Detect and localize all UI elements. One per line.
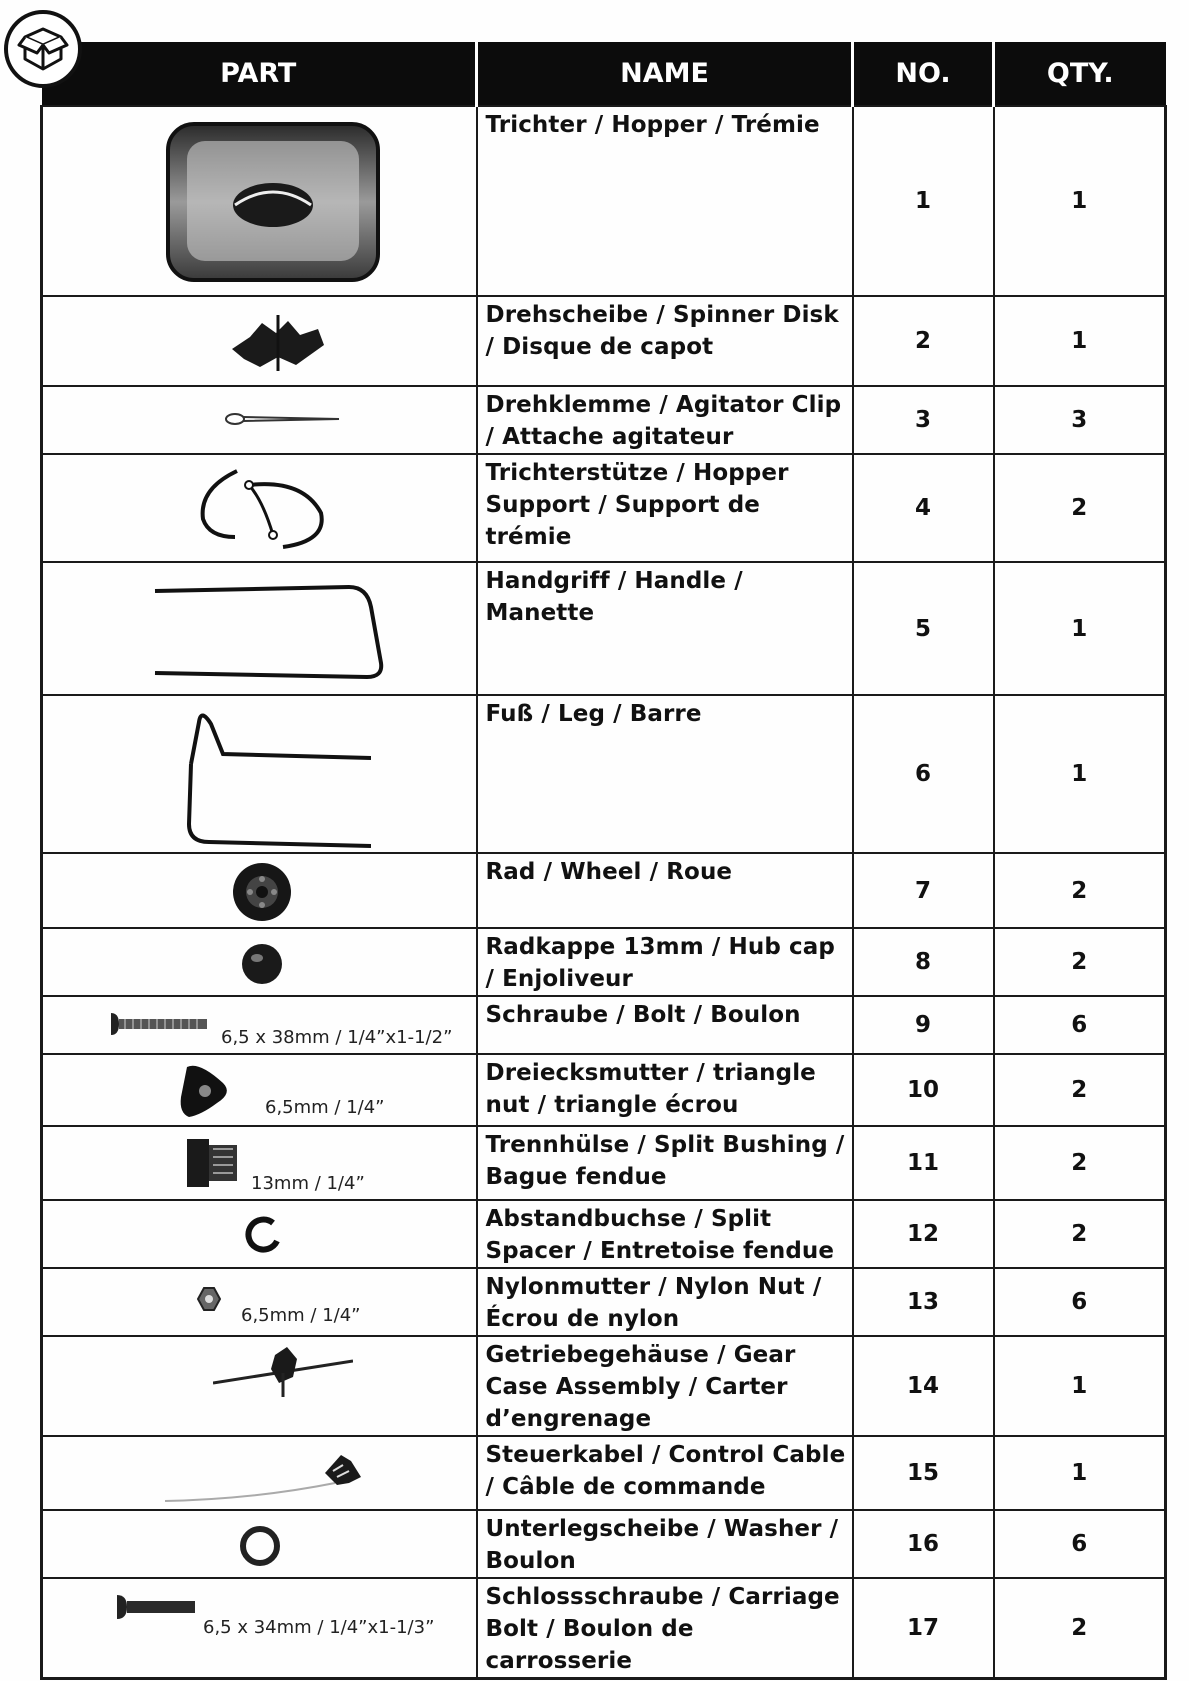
table-row bbox=[42, 1054, 1166, 1126]
agitator-clip-icon bbox=[223, 409, 343, 429]
part-number: 8 bbox=[853, 928, 994, 996]
table-row bbox=[42, 1578, 1166, 1679]
part-cell bbox=[42, 1436, 477, 1510]
table-row bbox=[42, 296, 1166, 386]
part-name: Unterlegscheibe / Washer / Boulon bbox=[477, 1510, 853, 1578]
control-cable-icon bbox=[165, 1443, 365, 1505]
part-quantity: 2 bbox=[994, 454, 1166, 562]
part-quantity: 6 bbox=[994, 996, 1166, 1054]
table-row bbox=[42, 562, 1166, 695]
part-quantity: 2 bbox=[994, 1200, 1166, 1268]
part-quantity: 6 bbox=[994, 1510, 1166, 1578]
part-quantity: 3 bbox=[994, 386, 1166, 454]
part-number: 3 bbox=[853, 386, 994, 454]
part-cell bbox=[42, 853, 477, 928]
table-row bbox=[42, 1336, 1166, 1436]
hub-cap-icon bbox=[241, 943, 283, 985]
part-quantity: 1 bbox=[994, 1436, 1166, 1510]
part-cell bbox=[42, 296, 477, 386]
part-number: 6 bbox=[853, 695, 994, 853]
part-dimension: 6,5mm / 1/4” bbox=[265, 1097, 385, 1118]
header-part: PART bbox=[42, 42, 477, 106]
part-number: 4 bbox=[853, 454, 994, 562]
table-row bbox=[42, 454, 1166, 562]
part-cell bbox=[42, 386, 477, 454]
part-quantity: 2 bbox=[994, 928, 1166, 996]
table-row bbox=[42, 1510, 1166, 1578]
part-name: Nylonmutter / Nylon Nut / Écrou de nylon bbox=[477, 1268, 853, 1336]
part-name: Abstandbuchse / Split Spacer / Entretoise fendue bbox=[477, 1200, 853, 1268]
hopper-icon bbox=[165, 121, 381, 283]
parts-table bbox=[40, 42, 1167, 1680]
part-number: 12 bbox=[853, 1200, 994, 1268]
split-bushing-icon bbox=[181, 1135, 241, 1191]
part-name: Fuß / Leg / Barre bbox=[477, 695, 853, 853]
part-quantity: 1 bbox=[994, 296, 1166, 386]
gear-case-icon bbox=[213, 1343, 353, 1399]
part-quantity: 2 bbox=[994, 853, 1166, 928]
hopper-support-icon bbox=[193, 461, 343, 557]
header-no: NO. bbox=[853, 42, 994, 106]
part-quantity: 2 bbox=[994, 1578, 1166, 1679]
part-cell bbox=[42, 562, 477, 695]
part-quantity: 1 bbox=[994, 695, 1166, 853]
table-row bbox=[42, 1268, 1166, 1336]
part-cell bbox=[42, 1578, 477, 1679]
triangle-nut-icon bbox=[177, 1061, 235, 1119]
part-number: 13 bbox=[853, 1268, 994, 1336]
table-row bbox=[42, 695, 1166, 853]
part-name: Schlossschraube / Carriage Bolt / Boulon de carrosserie bbox=[477, 1578, 853, 1679]
part-name: Steuerkabel / Control Cable / Câble de commande bbox=[477, 1436, 853, 1510]
part-cell bbox=[42, 1200, 477, 1268]
part-number: 14 bbox=[853, 1336, 994, 1436]
handle-icon bbox=[153, 577, 393, 685]
table-row bbox=[42, 996, 1166, 1054]
part-name: Dreiecksmutter / triangle nut / triangle écrou bbox=[477, 1054, 853, 1126]
part-quantity: 2 bbox=[994, 1054, 1166, 1126]
carriage-bolt-icon bbox=[115, 1593, 197, 1621]
nylon-nut-icon bbox=[197, 1287, 221, 1311]
split-spacer-icon bbox=[243, 1215, 283, 1255]
part-cell bbox=[42, 996, 477, 1054]
part-number: 7 bbox=[853, 853, 994, 928]
table-row bbox=[42, 1436, 1166, 1510]
table-header-row bbox=[42, 42, 1166, 106]
table-row bbox=[42, 106, 1166, 296]
part-number: 16 bbox=[853, 1510, 994, 1578]
table-row bbox=[42, 853, 1166, 928]
part-dimension: 6,5 x 34mm / 1/4”x1-1/3” bbox=[203, 1617, 435, 1638]
part-cell bbox=[42, 1268, 477, 1336]
bolt-icon bbox=[109, 1011, 211, 1037]
part-cell bbox=[42, 1336, 477, 1436]
part-cell bbox=[42, 454, 477, 562]
part-number: 11 bbox=[853, 1126, 994, 1200]
leg-icon bbox=[181, 704, 371, 848]
part-name: Trennhülse / Split Bushing / Bague fendue bbox=[477, 1126, 853, 1200]
part-cell bbox=[42, 928, 477, 996]
part-name: Rad / Wheel / Roue bbox=[477, 853, 853, 928]
part-name: Drehklemme / Agitator Clip / Attache agitateur bbox=[477, 386, 853, 454]
part-name: Trichter / Hopper / Trémie bbox=[477, 106, 853, 296]
washer-icon bbox=[239, 1525, 281, 1567]
part-cell bbox=[42, 695, 477, 853]
part-cell bbox=[42, 106, 477, 296]
part-number: 10 bbox=[853, 1054, 994, 1126]
part-quantity: 1 bbox=[994, 1336, 1166, 1436]
part-quantity: 2 bbox=[994, 1126, 1166, 1200]
part-cell bbox=[42, 1510, 477, 1578]
part-number: 2 bbox=[853, 296, 994, 386]
part-dimension: 6,5mm / 1/4” bbox=[241, 1305, 361, 1326]
table-row bbox=[42, 386, 1166, 454]
part-dimension: 13mm / 1/4” bbox=[251, 1173, 365, 1194]
wheel-icon bbox=[231, 861, 293, 923]
part-number: 5 bbox=[853, 562, 994, 695]
part-number: 15 bbox=[853, 1436, 994, 1510]
table-row bbox=[42, 928, 1166, 996]
header-name: NAME bbox=[477, 42, 853, 106]
box-icon bbox=[4, 10, 82, 88]
part-number: 9 bbox=[853, 996, 994, 1054]
spinner-disk-icon bbox=[226, 315, 330, 371]
part-name: Trichterstütze / Hopper Support / Support de trémie bbox=[477, 454, 853, 562]
part-name: Getriebegehäuse / Gear Case Assembly / Carter d’engrenage bbox=[477, 1336, 853, 1436]
part-name: Schraube / Bolt / Boulon bbox=[477, 996, 853, 1054]
table-row bbox=[42, 1126, 1166, 1200]
part-name: Radkappe 13mm / Hub cap / Enjoliveur bbox=[477, 928, 853, 996]
header-qty: QTY. bbox=[994, 42, 1166, 106]
part-quantity: 1 bbox=[994, 562, 1166, 695]
part-number: 1 bbox=[853, 106, 994, 296]
part-dimension: 6,5 x 38mm / 1/4”x1-1/2” bbox=[221, 1027, 453, 1048]
part-name: Drehscheibe / Spinner Disk / Disque de capot bbox=[477, 296, 853, 386]
part-cell bbox=[42, 1054, 477, 1126]
part-quantity: 1 bbox=[994, 106, 1166, 296]
part-name: Handgriff / Handle / Manette bbox=[477, 562, 853, 695]
table-row bbox=[42, 1200, 1166, 1268]
part-cell bbox=[42, 1126, 477, 1200]
part-number: 17 bbox=[853, 1578, 994, 1679]
part-quantity: 6 bbox=[994, 1268, 1166, 1336]
